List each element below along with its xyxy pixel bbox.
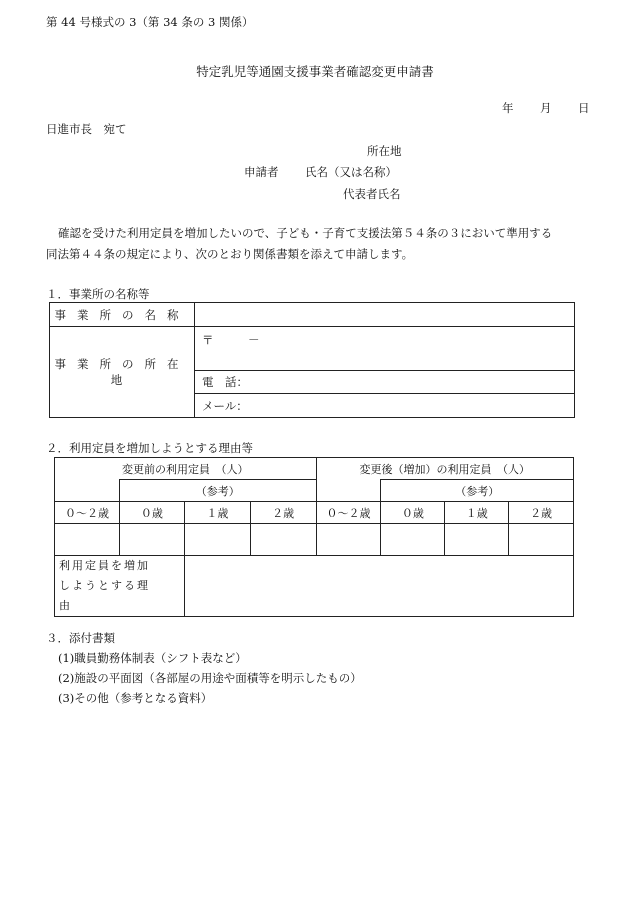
postal-label: 〒 － xyxy=(202,333,260,347)
before-age-0-input[interactable] xyxy=(119,524,184,556)
date-year: 年 xyxy=(502,101,514,115)
after-age-0-input[interactable] xyxy=(381,524,445,556)
applicant-address-label: 所在地 xyxy=(367,144,402,158)
after-age-1-header: １歳 xyxy=(445,502,509,524)
before-ref-header: （参考） xyxy=(119,480,316,502)
form-code: 第 44 号様式の 3（第 34 条の 3 関係） xyxy=(46,15,254,29)
after-age-2-header: ２歳 xyxy=(509,502,574,524)
applicant-name-label: 氏名（又は名称） xyxy=(305,165,397,179)
before-age-0-2-header: ０～２歳 xyxy=(55,502,120,524)
section3-heading: ３．添付書類 xyxy=(46,631,115,645)
representative-label: 代表者氏名 xyxy=(343,187,401,201)
before-capacity-header: 変更前の利用定員 （人） xyxy=(55,458,317,480)
after-age-2-input[interactable] xyxy=(509,524,574,556)
addressee: 日進市長 宛て xyxy=(46,122,127,136)
after-age-0-header: ０歳 xyxy=(381,502,445,524)
before-spacer-cell xyxy=(55,480,120,502)
reason-label-cell xyxy=(55,556,185,617)
date-month: 月 xyxy=(540,101,552,115)
after-age-0-2-input[interactable] xyxy=(316,524,381,556)
page-title: 特定乳児等通園支援事業者確認変更申請書 xyxy=(196,64,434,79)
date-day: 日 xyxy=(578,101,590,115)
phone-field[interactable] xyxy=(195,371,575,394)
reason-label xyxy=(55,556,155,616)
postal-field[interactable] xyxy=(195,327,575,371)
section1-heading: １．事業所の名称等 xyxy=(46,287,150,301)
facility-name-label: 事業所の名称 xyxy=(50,303,195,327)
body-line-2: 同法第４４条の規定により、次のとおり関係書類を添えて申請します。 xyxy=(46,247,414,261)
attachment-item-3: (3)その他（参考となる資料） xyxy=(58,691,213,705)
before-age-0-header: ０歳 xyxy=(119,502,184,524)
facility-location-label: 事業所の所在地 xyxy=(50,327,195,418)
attachment-item-1: (1)職員勤務体制表（シフト表など） xyxy=(58,651,247,665)
facility-table xyxy=(49,302,575,418)
body-line-1: 確認を受けた利用定員を増加したいので、子ども・子育て支援法第５４条の３において準用する xyxy=(58,226,553,240)
phone-label: 電 話： xyxy=(202,375,248,389)
before-age-2-input[interactable] xyxy=(250,524,316,556)
email-field[interactable] xyxy=(195,394,575,418)
before-age-1-header: １歳 xyxy=(184,502,250,524)
attachment-item-2: (2)施設の平面図（各部屋の用途や面積等を明示したもの） xyxy=(58,671,362,685)
section2-heading: ２．利用定員を増加しようとする理由等 xyxy=(46,441,253,455)
reason-label-line-1: 利用定員を増加 xyxy=(59,559,150,572)
after-ref-header: （参考） xyxy=(381,480,574,502)
before-age-1-input[interactable] xyxy=(184,524,250,556)
applicant-label: 申請者 xyxy=(244,165,279,179)
before-age-0-2-input[interactable] xyxy=(55,524,120,556)
before-age-2-header: ２歳 xyxy=(250,502,316,524)
facility-name-field[interactable] xyxy=(195,303,575,327)
after-age-0-2-header: ０～２歳 xyxy=(316,502,381,524)
reason-input[interactable] xyxy=(184,556,573,617)
reason-label-line-2: しようとする理由 xyxy=(59,579,150,612)
after-capacity-header: 変更後（増加）の利用定員 （人） xyxy=(316,458,573,480)
capacity-table xyxy=(54,457,574,617)
email-label: メール： xyxy=(202,398,248,413)
after-spacer-cell xyxy=(316,480,381,502)
after-age-1-input[interactable] xyxy=(445,524,509,556)
